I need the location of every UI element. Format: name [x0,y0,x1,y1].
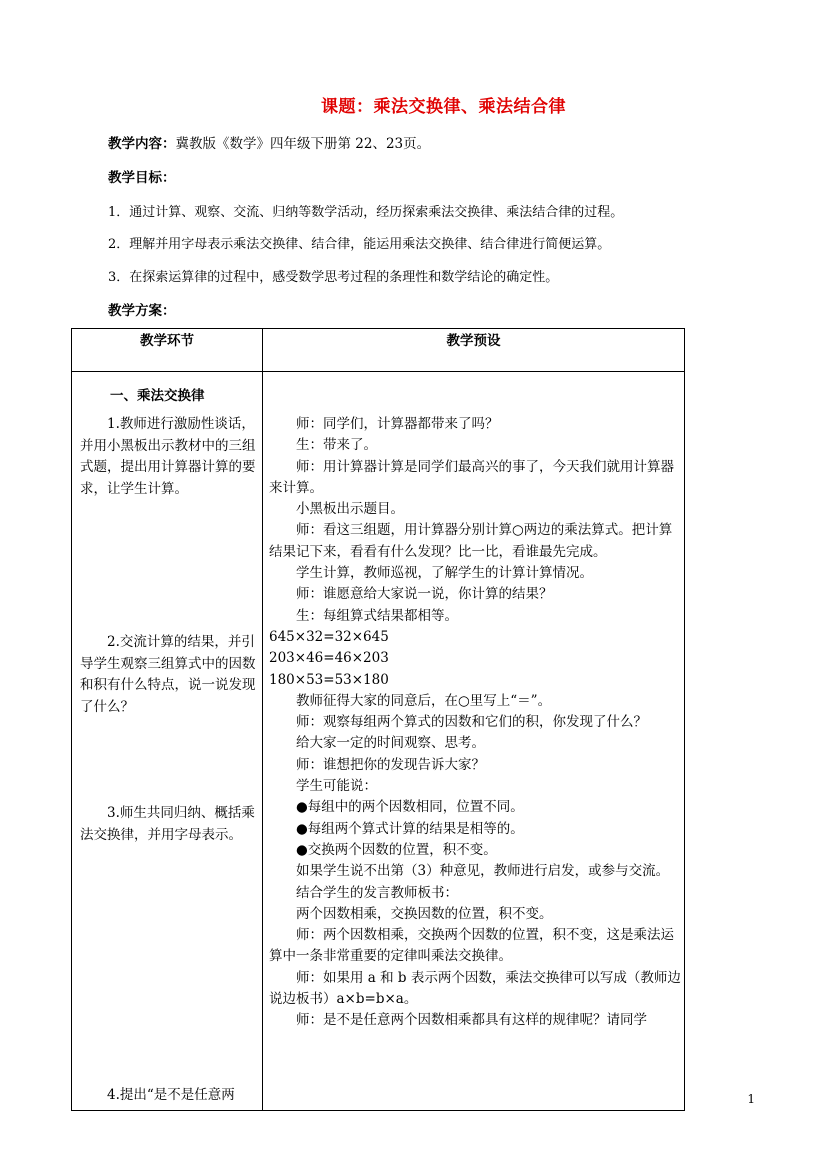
plan-table [71,328,685,1111]
page-title: 课题：乘法交换律、乘法结合律 [321,97,566,117]
col-header-stage: 教学环节 [72,329,263,372]
paragraph: 两个因数相乘，交换因数的位置，积不变。 [296,905,553,922]
step-2: 2.交流计算的结果，并引导学生观察三组算式中的因数和积有什么特点，说一说发现了什么？ [80,634,256,715]
paragraph: 学生可能说： [296,778,377,795]
paragraph: 教师征得大家的同意后，在○里写上“＝”。 [296,692,552,709]
step-3: 3.师生共同归纳、概括乘法交换律，并用字母表示。 [80,805,255,843]
step-4: 4.提出“是不是任意两 [107,1087,235,1103]
section-heading: 一、乘法交换律 [110,388,205,404]
paragraph: 师：观察每组两个算式的因数和它们的积，你发现了什么？ [296,714,647,731]
paragraph: 师：是不是任意两个因数相乘都具有这样的规律呢？请同学 [296,1012,647,1029]
paragraph: 师：同学们，计算器都带来了吗？ [296,416,499,432]
page-number: 1 [747,1092,755,1106]
bullet-item: ●交换两个因数的位置，积不变。 [296,841,497,858]
paragraph: 生：带来了。 [296,437,377,454]
equation: 203×46=46×203 [269,650,389,667]
paragraph: 师：两个因数相乘，交换两个因数的位置，积不变，这是乘法运算中一条非常重要的定律叫乘法交换律。 [269,927,674,965]
goal-item: 2．理解并用字母表示乘法交换律、结合律，能运用乘法交换律、结合律进行简便运算。 [108,237,611,252]
paragraph: 小黑板出示题目。 [296,501,404,518]
paragraph: 学生计算，教师巡视，了解学生的计算计算情况。 [296,565,593,582]
equation: 645×32=32×645 [269,628,389,645]
step-1: 1.教师进行激励性谈话，并用小黑板出示教材中的三组式题，提出用计算器计算的要求，让学生计算。 [80,416,256,497]
paragraph: 师：谁想把你的发现告诉大家？ [296,756,485,773]
paragraph: 给大家一定的时间观察、思考。 [296,735,485,752]
paragraph: 师：如果用 a 和 b 表示两个因数，乘法交换律可以写成（教师边说边板书）a×b=b×a。 [269,969,681,1008]
paragraph: 生：每组算式结果都相等。 [296,607,458,624]
goal-item: 1．通过计算、观察、交流、归纳等数学活动，经历探索乘法交换律、乘法结合律的过程。 [108,205,624,220]
plan-text [269,414,683,1032]
plan-label: 教学方案： [108,303,176,319]
content-label: 教学内容： [108,136,176,152]
content-text: 冀教版《数学》四年级下册第 22、23页。 [175,136,431,152]
paragraph: 师：用计算器计算是同学们最高兴的事了，今天我们就用计算器来计算。 [269,458,674,496]
paragraph: 师：谁愿意给大家说一说，你计算的结果？ [296,586,553,603]
plan-cell [263,372,685,1111]
bullet-item: ●每组两个算式计算的结果是相等的。 [296,820,524,837]
paragraph: 结合学生的发言教师板书： [296,884,458,901]
paragraph: 如果学生说不出第（3）种意见，教师进行启发，或参与交流。 [296,863,670,880]
stage-cell [72,372,263,1111]
goal-item: 3．在探索运算律的过程中，感受数学思考过程的条理性和数学结论的确定性。 [108,270,559,285]
equation: 180×53=53×180 [269,671,389,688]
teaching-content [108,132,430,152]
col-header-plan: 教学预设 [263,329,685,372]
paragraph: 师：看这三组题，用计算器分别计算○两边的乘法算式。把计算结果记下来，看看有什么发现？比一比，看谁最先完成。 [269,522,673,560]
bullet-item: ●每组中的两个因数相同，位置不同。 [296,799,524,816]
goals-label: 教学目标： [108,170,176,186]
